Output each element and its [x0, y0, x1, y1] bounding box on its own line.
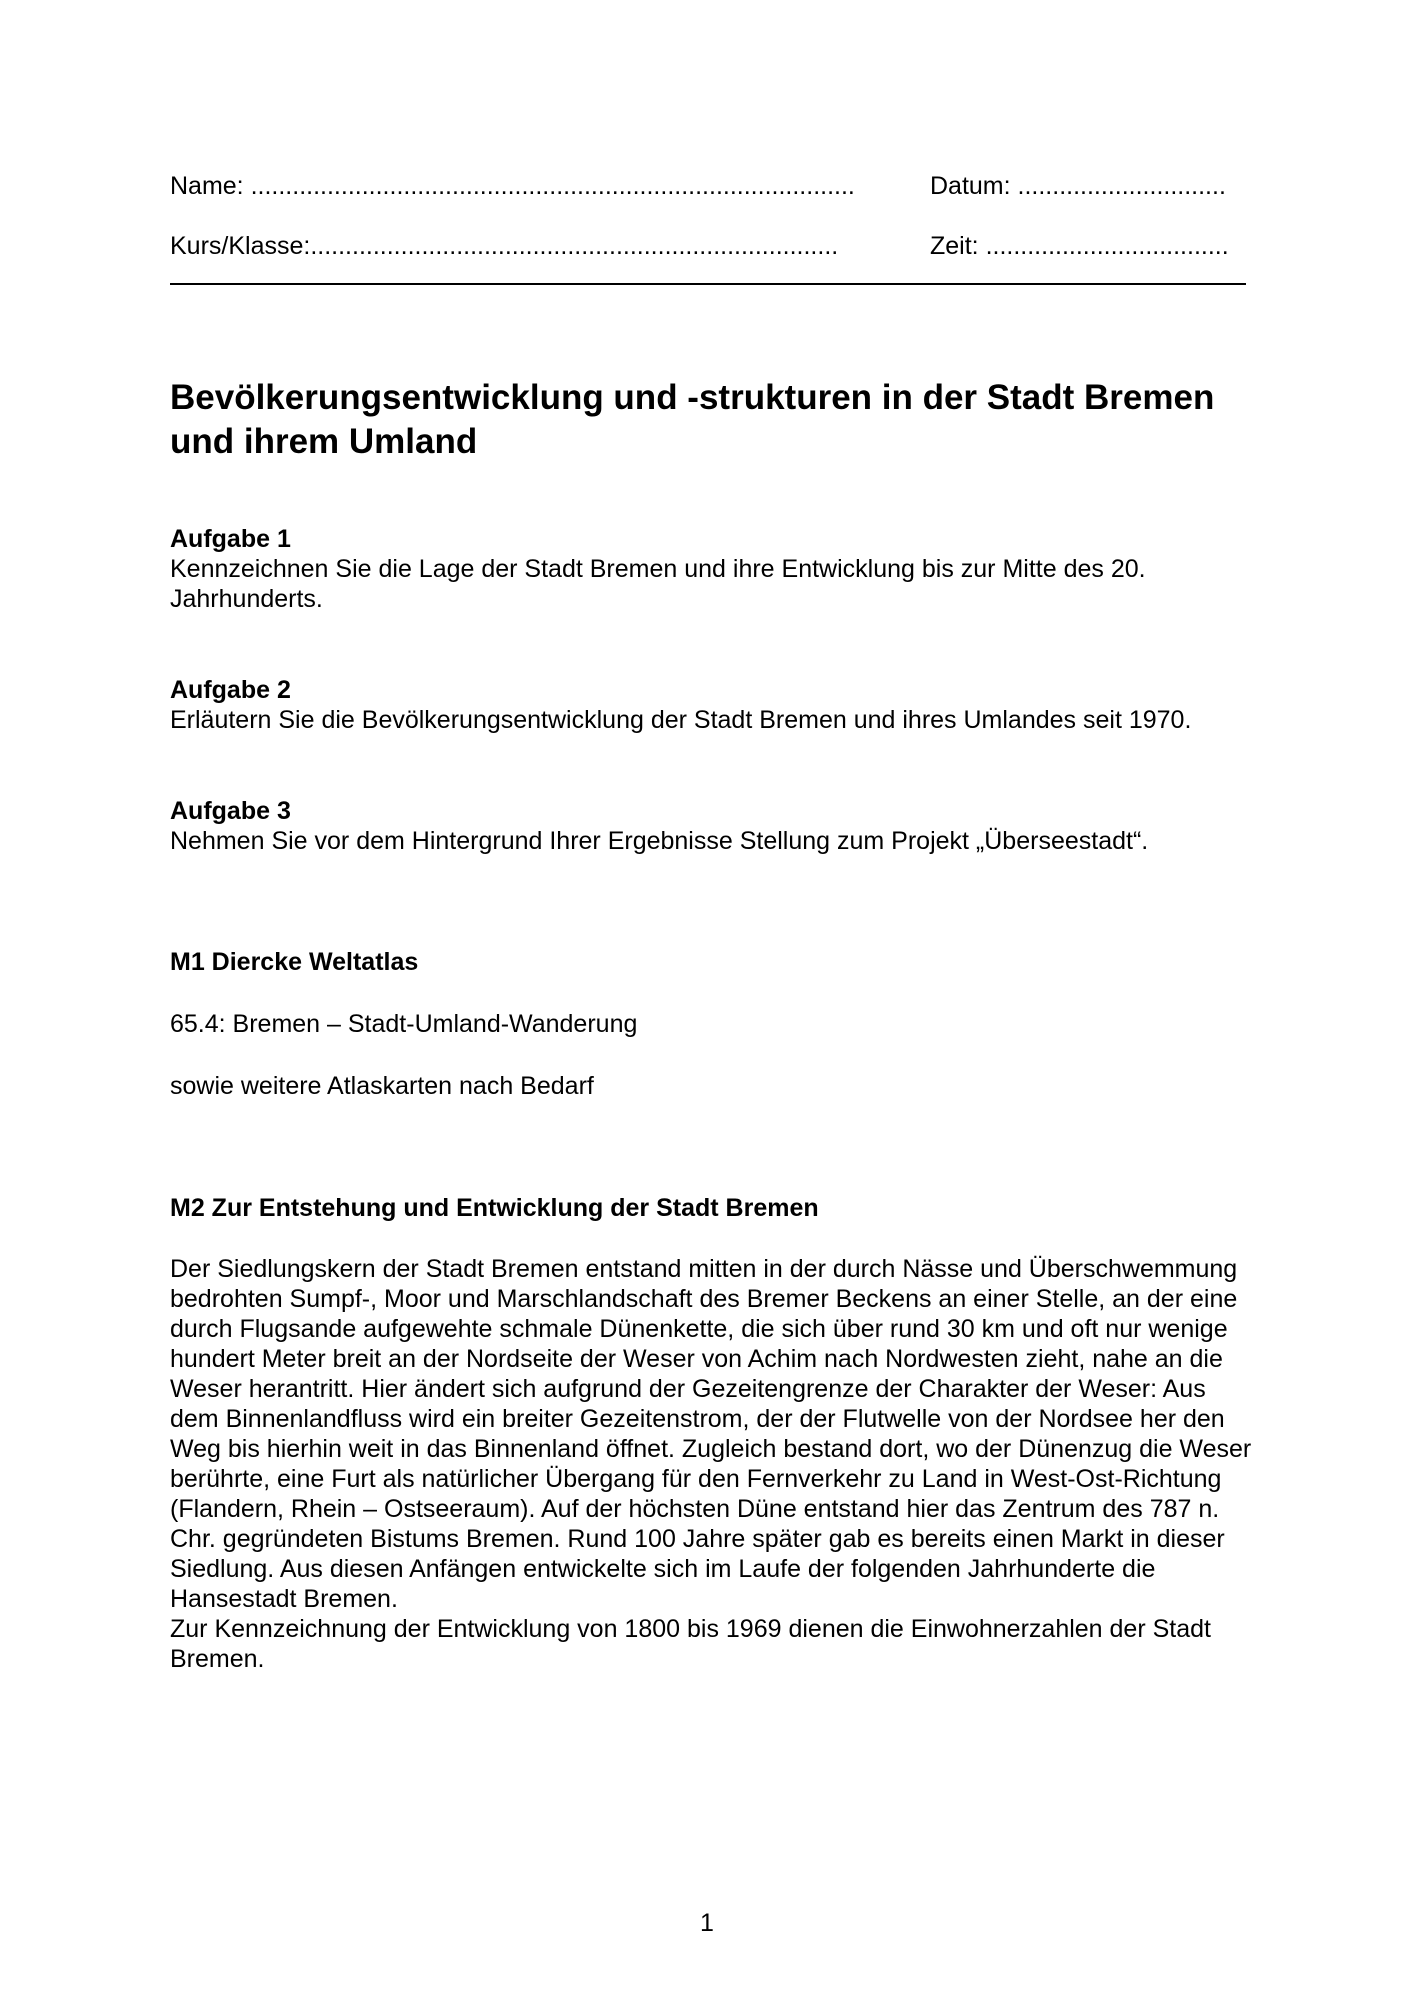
name-field: Name: .......................................................................................	[170, 172, 855, 200]
header-row-2	[170, 226, 1250, 266]
m1-line-2: sowie weitere Atlaskarten nach Bedarf	[170, 1072, 594, 1100]
title-line-2: und ihrem Umland	[170, 422, 478, 461]
task-1-heading: Aufgabe 1	[170, 525, 291, 553]
task-2-text: Erläutern Sie die Bevölkerungsentwicklung der Stadt Bremen und ihres Umlandes seit 1970.	[170, 706, 1192, 734]
m2-paragraph-2: Zur Kennzeichnung der Entwicklung von 1800 bis 1969 dienen die Einwohnerzahlen der Stadt Bremen.	[170, 1615, 1211, 1673]
title-line-1: Bevölkerungsentwicklung und -strukturen in der Stadt Bremen	[170, 378, 1215, 417]
task-3-text: Nehmen Sie vor dem Hintergrund Ihrer Ergebnisse Stellung zum Projekt „Überseestadt“.	[170, 827, 1149, 855]
page-title	[170, 376, 1270, 464]
task-1	[170, 524, 1260, 614]
kurs-klasse-field: Kurs/Klasse:............................................................................	[170, 232, 839, 260]
header-row-1	[170, 166, 1250, 206]
task-2-heading: Aufgabe 2	[170, 676, 291, 704]
zeit-field: Zeit: ...................................	[930, 232, 1229, 260]
m1-line-1: 65.4: Bremen – Stadt-Umland-Wanderung	[170, 1010, 638, 1038]
m2-heading: M2 Zur Entstehung und Entwicklung der Stadt Bremen	[170, 1194, 819, 1222]
header-divider	[170, 283, 1246, 285]
m1-heading: M1 Diercke Weltatlas	[170, 948, 419, 976]
page-number: 1	[700, 1909, 714, 1937]
m2-body	[170, 1254, 1260, 1674]
task-3	[170, 796, 1260, 856]
m2-paragraph-1: Der Siedlungskern der Stadt Bremen entstand mitten in der durch Nässe und Überschwemmung bedrohten Sumpf-, Moor und Marschlandschaft des Bremer Beckens an einer Stelle, an der eine durch Flugsande aufgewehte schmale Dünenkette, die sich über rund 30 km und oft nur wenige hundert Meter breit an der Nordseite der Weser von Achim nach Nordwesten zieht, nahe an die Weser herantritt. Hier ändert sich aufgrund der Gezeitengrenze der Charakter der Weser: Aus dem Binnenlandfluss wird ein breiter Gezeitenstrom, der der Flutwelle von der Nordsee her den Weg bis hierhin weit in das Binnenland öffnet. Zugleich bestand dort, wo der Dünenzug die Weser berührte, eine Furt als natürlicher Übergang für den Fernverkehr zu Land in West-Ost-Richtung (Flandern, Rhein – Ostseeraum). Auf der höchsten Düne entstand hier das Zentrum des 787 n. Chr. gegründeten Bistums Bremen. Rund 100 Jahre später gab es bereits einen Markt in dieser Siedlung. Aus diesen Anfängen entwickelte sich im Laufe der folgenden Jahrhunderte die Hansestadt Bremen.	[170, 1255, 1252, 1613]
task-3-heading: Aufgabe 3	[170, 797, 291, 825]
datum-field: Datum: ..............................	[930, 172, 1226, 200]
task-2	[170, 675, 1260, 735]
task-1-text: Kennzeichnen Sie die Lage der Stadt Bremen und ihre Entwicklung bis zur Mitte des 20. Jahrhunderts.	[170, 555, 1146, 613]
